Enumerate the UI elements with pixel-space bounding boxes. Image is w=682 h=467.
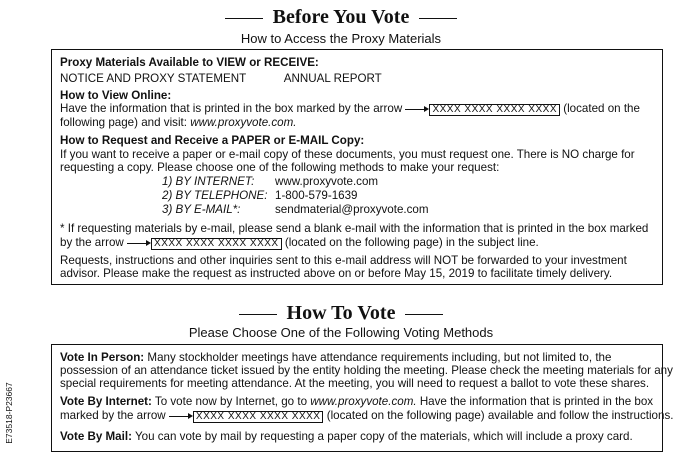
control-number-box: XXXX XXXX XXXX XXXX	[429, 104, 560, 116]
view-text-2: following page) and visit:	[60, 116, 187, 129]
before-you-vote-subtitle: How to Access the Proxy Materials	[240, 31, 442, 46]
vote-by-internet-text-1b: Have the information that is printed in the box	[419, 395, 654, 408]
control-number-box: XXXX XXXX XXXX XXXX	[151, 238, 282, 250]
arrow-icon	[405, 104, 429, 114]
method-telephone	[162, 189, 358, 202]
vote-by-mail-label: Vote By Mail:	[60, 430, 132, 443]
email-note-1: * If requesting materials by e-mail, please send a blank e-mail with the information that is printed in the box marked	[60, 222, 649, 235]
vote-in-person-label: Vote In Person:	[60, 351, 145, 364]
method-email	[162, 203, 429, 216]
vote-by-mail-line	[60, 430, 633, 443]
heading-rule-left	[239, 314, 277, 315]
arrow-icon	[127, 238, 151, 248]
vote-by-internet-text-2b: (located on the following page) available and follow the instructions.	[326, 409, 674, 422]
heading-rule-right	[405, 314, 443, 315]
proxyvote-link[interactable]: www.proxyvote.com.	[310, 395, 417, 408]
how-to-vote-subtitle: Please Choose One of the Following Voting Methods	[188, 325, 494, 340]
vote-in-person-text-3: special requirements for meeting attendance. At the meeting, you will need to request a ballot to vote these shares.	[60, 377, 650, 390]
vote-by-internet-text-1a: To vote now by Internet, go to	[154, 395, 308, 408]
method-label: 3) BY E-MAIL*:	[162, 203, 241, 216]
method-internet	[162, 175, 379, 188]
proxyvote-link[interactable]: www.proxyvote.com.	[190, 116, 297, 129]
vote-in-person-line-1	[60, 351, 611, 364]
view-online-line-1	[60, 102, 640, 116]
vote-by-mail-text: You can vote by mail by requesting a paper copy of the materials, which will include a proxy card.	[134, 430, 633, 443]
heading-rule-right	[419, 18, 457, 19]
view-online-heading: How to View Online:	[60, 89, 172, 102]
method-value[interactable]: 1-800-579-1639	[275, 189, 358, 202]
annual-report-item: ANNUAL REPORT	[283, 72, 382, 85]
footer-note-2: advisor. Please make the request as instructed above on or before May 15, 2019 to facilitate timely delivery.	[60, 267, 613, 280]
request-text-1: If you want to receive a paper or e-mail copy of these documents, you must request one. There is NO charge for	[60, 148, 635, 161]
view-text-1: Have the information that is printed in the box marked by the arrow	[60, 102, 403, 115]
view-text-1b: (located on the	[563, 102, 640, 115]
method-label: 1) BY INTERNET:	[162, 175, 255, 188]
before-you-vote-heading	[0, 6, 682, 29]
footer-note-1: Requests, instructions and other inquiries sent to this e-mail address will NOT be forwarded to your investment	[60, 254, 627, 267]
how-to-vote-title: How To Vote	[286, 302, 396, 324]
notice-item: NOTICE AND PROXY STATEMENT	[60, 72, 246, 85]
method-value[interactable]: www.proxyvote.com	[275, 175, 379, 188]
voting-methods-box	[51, 344, 674, 452]
email-note-2	[60, 236, 539, 250]
method-label: 2) BY TELEPHONE:	[162, 189, 268, 202]
view-online-line-2	[60, 116, 297, 129]
how-to-vote-heading	[0, 302, 682, 325]
email-note-2a: by the arrow	[60, 236, 124, 249]
arrow-icon	[169, 411, 193, 421]
vote-by-internet-label: Vote By Internet:	[60, 395, 152, 408]
proxy-materials-box	[51, 49, 663, 285]
vote-by-internet-text-2a: marked by the arrow	[60, 409, 166, 422]
request-text-2: requesting a copy. Please choose one of the following methods to make your request:	[60, 161, 500, 174]
vote-in-person-text-2: possession of an attendance ticket issued by the entity holding the meeting. Please check the meeting materials for any	[60, 364, 673, 377]
vote-in-person-text-1: Many stockholder meetings have attendance requirements including, but not limited to, the	[147, 351, 612, 364]
materials-list	[60, 72, 382, 85]
email-note-2b: (located on the following page) in the subject line.	[284, 236, 539, 249]
method-value[interactable]: sendmaterial@proxyvote.com	[275, 203, 429, 216]
before-you-vote-title: Before You Vote	[272, 6, 410, 28]
vote-by-internet-line-2	[60, 409, 673, 423]
vote-by-internet-line-1	[60, 395, 653, 408]
heading-rule-left	[225, 18, 263, 19]
control-number-box: XXXX XXXX XXXX XXXX	[193, 411, 324, 423]
request-copy-heading: How to Request and Receive a PAPER or E-MAIL Copy:	[60, 134, 365, 147]
side-document-code: E73518-P23667	[4, 382, 14, 444]
materials-available-heading: Proxy Materials Available to VIEW or RECEIVE:	[60, 56, 319, 69]
